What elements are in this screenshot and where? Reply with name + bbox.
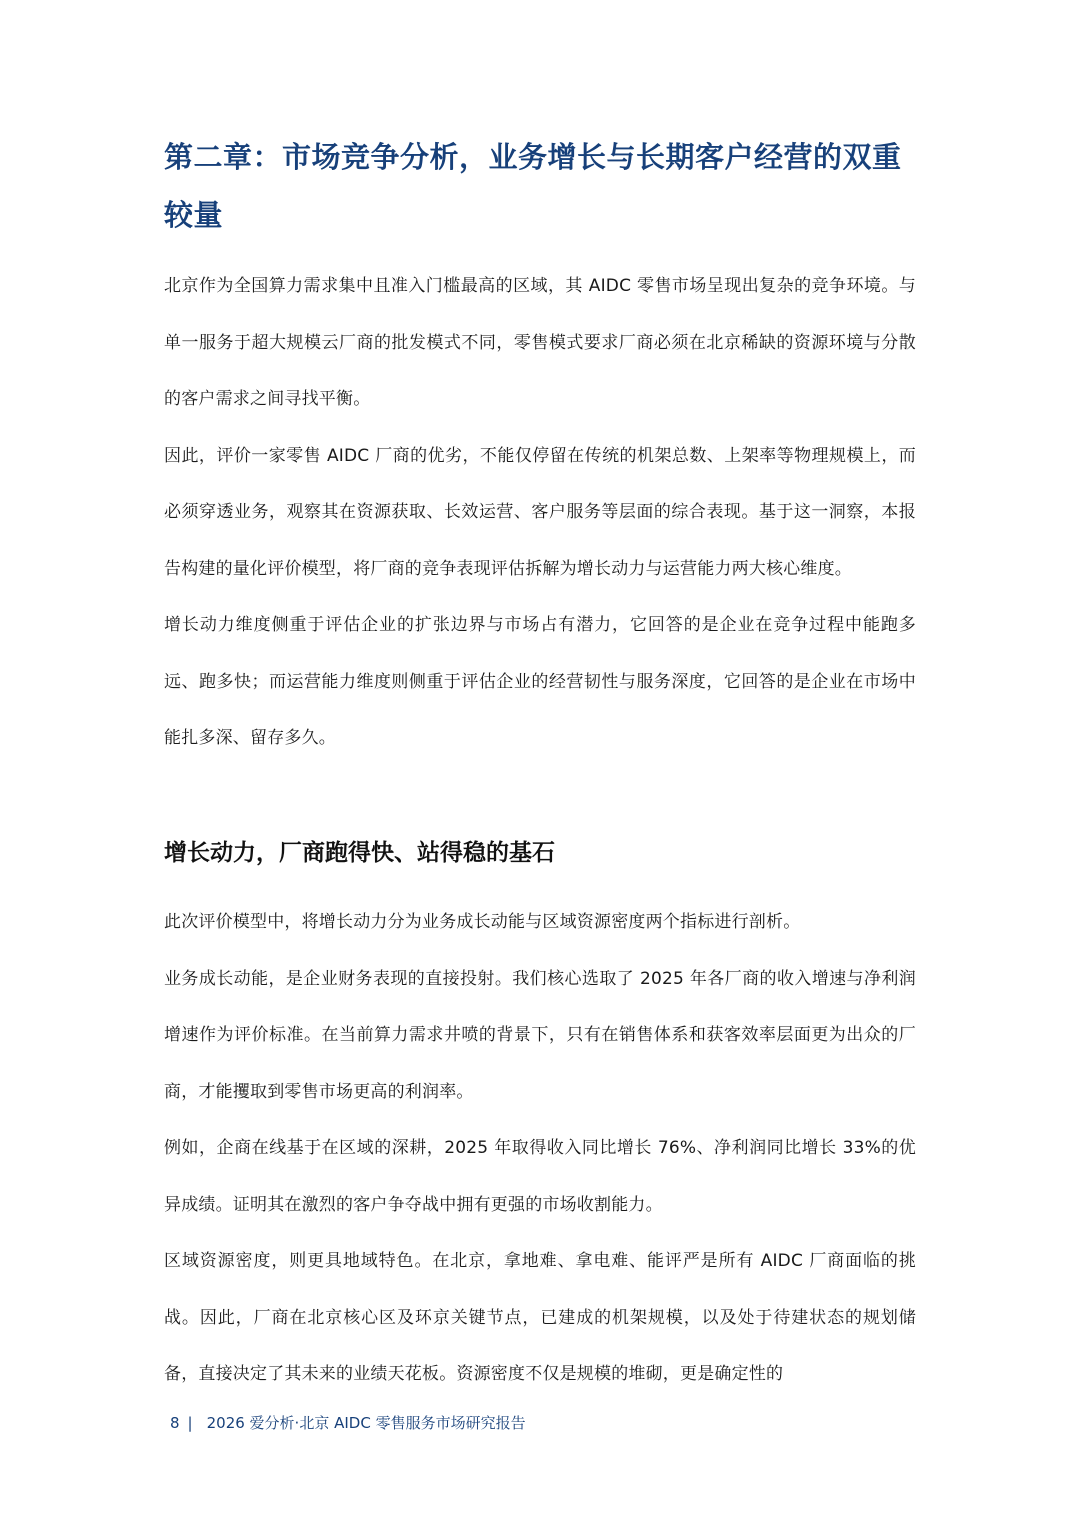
page-number: 8 [170,1414,180,1432]
intro-section [164,258,916,767]
growth-section-body [164,894,916,1403]
footer-separator: | [187,1414,193,1432]
report-title: 2026 爱分析·北京 AIDC 零售服务市场研究报告 [206,1414,526,1432]
paragraph: 例如，企商在线基于在区域的深耕，2025 年取得收入同比增长 76%、净利润同比增长 33%的优异成绩。证明其在激烈的客户争夺战中拥有更强的市场收割能力。 [164,1138,916,1215]
paragraph: 增长动力维度侧重于评估企业的扩张边界与市场占有潜力，它回答的是企业在竞争过程中能跑多远、跑多快；而运营能力维度则侧重于评估企业的经营韧性与服务深度，它回答的是企业在市场中能扎多深、留存多久。 [164,615,916,748]
chapter-title: 第二章：市场竞争分析，业务增长与长期客户经营的双重较量 [164,140,902,232]
paragraph: 业务成长动能，是企业财务表现的直接投射。我们核心选取了 2025 年各厂商的收入增速与净利润增速作为评价标准。在当前算力需求井喷的背景下，只有在销售体系和获客效率层面更为出众的厂商，才能攫取到零售市场更高的利润率。 [164,968,916,1102]
paragraph: 北京作为全国算力需求集中且准入门槛最高的区域，其 AIDC 零售市场呈现出复杂的竞争环境。与单一服务于超大规模云厂商的批发模式不同，零售模式要求厂商必须在北京稀缺的资源环境与分散的客户需求之间寻找平衡。 [164,276,916,409]
page-footer [170,1408,526,1438]
paragraph: 区域资源密度，则更具地域特色。在北京，拿地难、拿电难、能评严是所有 AIDC 厂商面临的挑战。因此，厂商在北京核心区及环京关键节点，已建成的机架规模，以及处于待建状态的规划储备，直接决定了其未来的业绩天花板。资源密度不仅是规模的堆砌，更是确定性的 [164,1251,916,1384]
section-heading: 增长动力，厂商跑得快、站得稳的基石 [164,840,555,866]
growth-section [164,824,916,882]
paragraph: 因此，评价一家零售 AIDC 厂商的优劣，不能仅停留在传统的机架总数、上架率等物理规模上，而必须穿透业务，观察其在资源获取、长效运营、客户服务等层面的综合表现。基于这一洞察，本报告构建的量化评价模型，将厂商的竞争表现评估拆解为增长动力与运营能力两大核心维度。 [164,445,916,579]
paragraph: 此次评价模型中，将增长动力分为业务成长动能与区域资源密度两个指标进行剖析。 [164,912,801,932]
